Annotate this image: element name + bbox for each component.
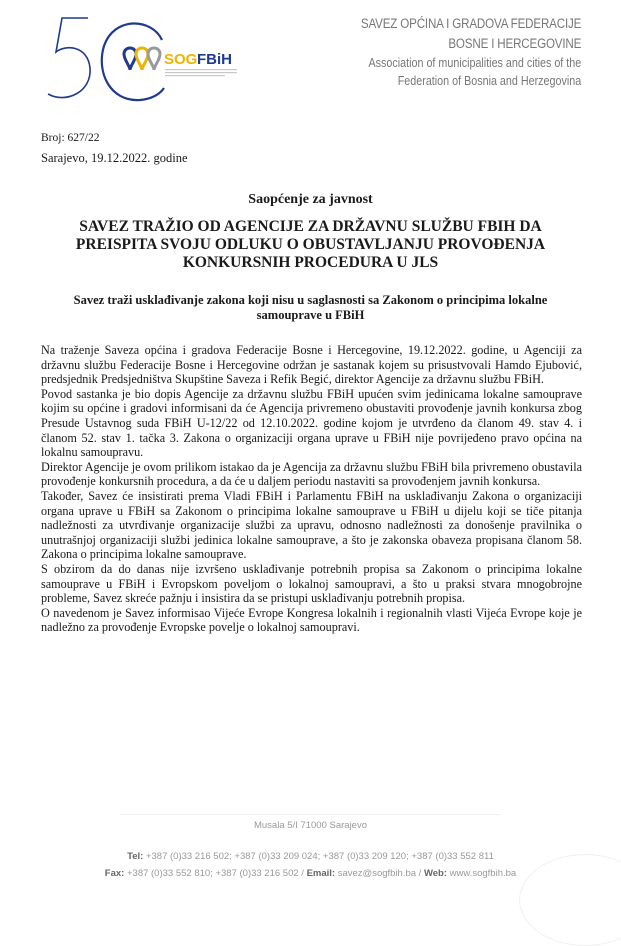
document-subheadline: Savez traži usklađivanje zakona koji nisu u saglasnosti sa Zakonom o principima lokalne samouprave u FBiH (73, 293, 548, 322)
document-subject: Saopćenje za javnost (248, 192, 373, 207)
paragraph: Direktor Agencije je ovom prilikom istakao da je Agencija za državnu službu FBiH bila privremeno obustavila provođenje konkursnih procedura, a da će u daljem periodu nastaviti sa provođenjem javnih konkursa. (41, 459, 582, 489)
footer-address: Musala 5/I 71000 Sarajevo (253, 820, 368, 831)
reference-number: Broj: 627/22 (41, 132, 100, 144)
place-date: Sarajevo, 19.12.2022. godine (41, 151, 188, 165)
document-meta (41, 128, 188, 168)
footer-divider (120, 814, 500, 815)
organization-header (325, 14, 581, 90)
logo-fbih-text: FBiH (197, 51, 232, 68)
org-name-line2: BOSNE I HERCEGOVINE (448, 36, 581, 51)
sogfbih-50-logo (44, 12, 264, 108)
document-headline: SAVEZ TRAŽIO OD AGENCIJE ZA DRŽAVNU SLUŽBU FBIH DA PREISPITA SVOJU ODLUKU O OBUSTAVLJANJU PROVOĐENJA KONKURSNIH PROCEDURA U JLS (75, 218, 546, 271)
tel-value: +387 (0)33 216 502; +387 (0)33 209 024; +387 (0)33 209 120; +387 (0)33 552 811 (145, 851, 494, 862)
paragraph: Na traženje Saveza općina i gradova Federacije Bosne i Hercegovine, 19.12.2022. godine, u Agenciji za državnu službu Federacije Bosne i Hercegovine održan je sastanak kojem su prisustvovali Hamdo Ejubović, predsjednik Predsjedništva Skupštine Saveza i Refik Begić, direktor Agencije za državnu službu FBiH. (41, 343, 582, 387)
web-link[interactable]: www.sogfbih.ba (449, 868, 517, 879)
document-body (41, 343, 582, 635)
web-label: Web: (423, 868, 448, 879)
fax-value: +387 (0)33 552 810; +387 (0)33 216 502 / (126, 868, 304, 879)
tel-label: Tel: (127, 851, 144, 862)
paragraph: O navedenom je Savez informisao Vijeće Evrope Kongresa lokalnih i regionalnih vlasti Vijeća Evrope koje je nadležno za provođenje Evropske povelje o lokalnoj samoupravi. (41, 605, 582, 635)
email-label: Email: (306, 868, 336, 879)
paragraph: Povod sastanka je bio dopis Agencije za državnu službu FBiH upućen svim jedinicama lokalne samouprave kojim su općine i gradovi informisani da će Agencija privremeno obustaviti provođenje javnih konkursa zbog Presude Ustavnog suda FBiH U-12/22 od 12.10.2022. godine kojom je utvrđeno da članom 49. stav 4. i članom 52. stav 1. tačka 3. Zakona o organizaciji organa uprave u FBiH nije povrijeđeno pravo općina na lokalnu samoupravu. (41, 386, 582, 460)
paragraph: Također, Savez će insistirati prema Vladi FBiH i Parlamentu FBiH na usklađivanju Zakona o organizaciji organa uprave u FBiH sa Zakonom o principima lokalne samouprave u FBiH u dijelu koji se tiče pitanja nadležnosti za utvrđivanje organizacije službi za upravu, odnosno nadležnosti za donošenje pravilnika o unutrašnjoj organizaciji službi jedinica lokalne samouprave, a što je zakonska obaveza propisana članom 58. Zakona o principima lokalne samouprave. (41, 488, 582, 562)
org-name-en-line2: Federation of Bosnia and Herzegovina (397, 74, 581, 88)
email-link[interactable]: savez@sogfbih.ba / (337, 868, 422, 879)
org-name-en-line1: Association of municipalities and cities of the (368, 56, 581, 70)
paragraph: S obzirom da do danas nije izvršeno usklađivanje potrebnih propisa sa Zakonom o principima lokalne samouprave u FBiH i Evropskom poveljom o lokalnoj samoupravi, a što u praksi stvara mnogobrojne probleme, Savez skreće pažnju i insistira da se pristupi usklađivanju potrebnih propisa. (41, 561, 582, 606)
logo-sog-text: SOG (164, 51, 198, 68)
footer-tel (0, 851, 621, 862)
fax-label: Fax: (104, 868, 125, 879)
logo-graphic (44, 12, 264, 108)
org-name-line1: SAVEZ OPĆINA I GRADOVA FEDERACIJE (360, 16, 581, 31)
